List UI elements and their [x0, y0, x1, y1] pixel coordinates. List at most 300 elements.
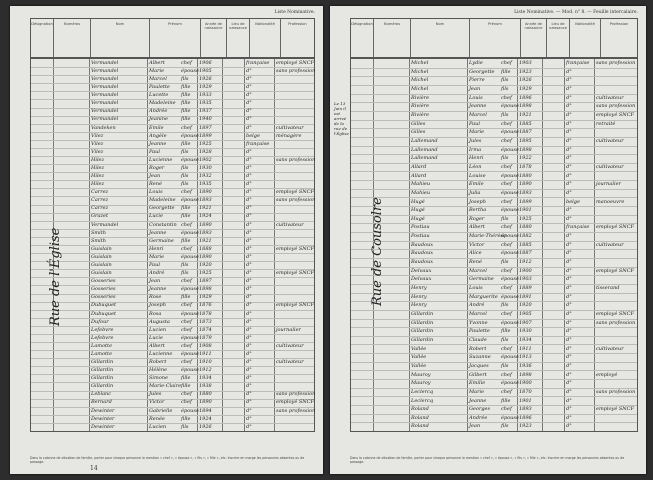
entry-birth-year: 1890	[199, 399, 212, 406]
entry-nationality: française	[246, 59, 270, 66]
entry-firstname: Augusta	[149, 318, 170, 325]
entry-firstname: Alice	[469, 250, 482, 257]
entry-profession: sans profession	[596, 103, 636, 110]
entry-firstname: André	[469, 302, 485, 309]
entry-nationality: d°	[246, 245, 252, 252]
grid-column-line	[467, 59, 468, 431]
entry-nationality: d°	[566, 233, 572, 240]
entry-relation: fille	[501, 397, 511, 404]
entry-firstname: Paul	[469, 120, 480, 127]
entry-relation: chef	[501, 60, 512, 67]
entry-relation: fils	[501, 336, 509, 343]
grid-row-line	[351, 310, 637, 311]
entry-relation: chef	[501, 345, 512, 352]
entry-nationality: d°	[566, 86, 572, 93]
col-header-nationalite: Nationalité	[250, 19, 281, 57]
entry-surname: Lamotte	[91, 342, 113, 349]
entry-surname: Vermandel	[91, 76, 119, 83]
entry-relation: chef	[501, 163, 512, 170]
entry-relation: fille	[181, 415, 191, 422]
entry-nationality: d°	[246, 310, 252, 317]
entry-relation: fille	[181, 140, 191, 147]
entry-firstname: Paulette	[469, 328, 490, 335]
entry-profession: cultivateur	[276, 124, 304, 131]
entry-birth-year: 1876	[199, 302, 212, 309]
grid-row-line	[351, 327, 637, 328]
entry-profession: sans profession	[276, 391, 316, 398]
grid-row-line	[31, 407, 314, 408]
entry-birth-year: 1901	[519, 207, 532, 214]
grid-column-line	[564, 59, 565, 431]
grid-row-line	[31, 116, 314, 117]
entry-surname: Michel	[411, 60, 429, 67]
entry-birth-year: 1938	[199, 383, 212, 390]
entry-nationality: d°	[566, 68, 572, 75]
entry-surname: Rivière	[411, 94, 430, 101]
entry-relation: épouse	[181, 229, 199, 236]
entry-firstname: Robert	[469, 345, 487, 352]
entry-surname: Gilles	[411, 129, 426, 136]
entry-nationality: d°	[246, 164, 252, 171]
entry-firstname: Simone	[149, 375, 168, 382]
entry-birth-year: 1893	[519, 189, 532, 196]
entry-nationality: d°	[246, 286, 252, 293]
entry-profession: cultivateur	[596, 241, 624, 248]
entry-firstname: Jules	[149, 391, 162, 398]
grid-column-line	[594, 59, 595, 431]
entry-surname: Mahieu	[411, 189, 431, 196]
entry-relation: fils	[501, 155, 509, 162]
entry-nationality: d°	[566, 77, 572, 84]
grid-row-line	[31, 91, 314, 92]
grid-row-line	[351, 223, 637, 224]
entry-profession: employé SNCF	[276, 59, 314, 66]
entry-nationality: d°	[566, 285, 572, 292]
entry-firstname: Madeleine	[149, 197, 176, 204]
entry-firstname: Paulette	[149, 84, 170, 91]
entry-surname: Carrez	[91, 205, 109, 212]
entry-surname: Vermandel	[91, 84, 119, 91]
grid-row-line	[351, 422, 637, 423]
entry-relation: fils	[501, 423, 509, 430]
grid-row-line	[351, 275, 637, 276]
entry-surname: Henry	[411, 285, 427, 292]
entry-surname: Hugé	[411, 207, 425, 214]
entry-surname: Leblanc	[91, 391, 112, 398]
entry-birth-year: 1920	[199, 262, 212, 269]
grid-row-line	[31, 229, 314, 230]
left-page-header: Liste Nominative.	[274, 10, 315, 15]
grid-row-line	[31, 132, 314, 133]
entry-profession: employé SNCF	[276, 245, 314, 252]
entry-firstname: Louis	[149, 189, 163, 196]
entry-relation: fille	[181, 116, 191, 123]
entry-birth-year: 1899	[519, 198, 532, 205]
entry-firstname: Bertha	[469, 207, 487, 214]
entry-firstname: Robert	[149, 359, 167, 366]
grid-row-line	[351, 111, 637, 112]
entry-birth-year: 1926	[519, 77, 532, 84]
entry-birth-year: 1934	[519, 336, 532, 343]
entry-relation: fils	[181, 76, 189, 83]
entry-birth-year: 1887	[519, 129, 532, 136]
entry-relation: fils	[181, 148, 189, 155]
entry-surname: Lallemand	[411, 146, 438, 153]
entry-relation: fils	[501, 302, 509, 309]
grid-row-line	[31, 302, 314, 303]
entry-birth-year: 1934	[199, 375, 212, 382]
entry-surname: Vallée	[411, 354, 427, 361]
entry-firstname: Claude	[469, 336, 487, 343]
entry-relation: épouse	[501, 414, 519, 421]
entry-birth-year: 1905	[519, 311, 532, 317]
entry-birth-year: 1885	[519, 120, 532, 127]
entry-nationality: d°	[566, 302, 572, 309]
entry-profession: cultivateur	[596, 345, 624, 352]
entry-birth-year: 1928	[199, 148, 212, 155]
entry-birth-year: 1885	[519, 241, 532, 248]
grid-row-line	[351, 379, 637, 380]
entry-relation: fils	[501, 215, 509, 222]
entry-surname: Delvaux	[411, 267, 432, 274]
entry-firstname: Jeanne	[149, 140, 167, 147]
entry-relation: chef	[181, 124, 192, 131]
entry-nationality: d°	[566, 112, 572, 119]
entry-nationality: d°	[246, 100, 252, 107]
entry-relation: fils	[181, 173, 189, 180]
left-column-header	[30, 18, 315, 58]
entry-surname: Vandeken	[91, 124, 116, 131]
entry-birth-year: 1890	[199, 221, 212, 228]
grid-row-line	[351, 388, 637, 389]
entry-relation: chef	[501, 94, 512, 101]
entry-birth-year: 1878	[519, 163, 532, 170]
entry-firstname: Louis	[469, 94, 483, 101]
grid-row-line	[351, 189, 637, 190]
entry-birth-year: 1895	[519, 137, 532, 144]
entry-relation: chef	[501, 311, 512, 317]
entry-relation: chef	[181, 342, 192, 349]
entry-profession: sans profession	[276, 407, 316, 414]
entry-nationality: d°	[246, 262, 252, 269]
entry-firstname: Emilie	[469, 380, 486, 387]
entry-firstname: Irma	[469, 146, 482, 153]
entry-nationality: d°	[246, 229, 252, 236]
entry-firstname: Lucien	[149, 326, 167, 333]
grid-row-line	[351, 344, 637, 345]
entry-surname: Guislain	[91, 270, 112, 277]
grid-row-line	[31, 294, 314, 295]
entry-nationality: d°	[566, 120, 572, 127]
entry-firstname: Marcel	[469, 112, 487, 119]
entry-nationality: d°	[566, 259, 572, 266]
entry-nationality: d°	[246, 326, 252, 333]
entry-relation: épouse	[181, 334, 199, 341]
entry-firstname: Marcel	[149, 76, 167, 83]
entry-firstname: Emile	[469, 181, 484, 188]
left-register-grid	[30, 58, 315, 432]
entry-firstname: René	[149, 181, 162, 188]
right-page-header: Liste Nominative. — Mod. n° 8. — Feuille intercalaire.	[514, 10, 638, 15]
entry-profession: employé SNCF	[276, 399, 314, 406]
grid-column-line	[409, 59, 410, 431]
entry-firstname: Hélène	[149, 367, 168, 374]
entry-nationality: d°	[566, 250, 572, 257]
entry-birth-year: 1923	[519, 68, 532, 75]
entry-nationality: d°	[246, 67, 252, 74]
grid-row-line	[31, 366, 314, 367]
entry-surname: Allard	[411, 172, 427, 179]
entry-firstname: Roger	[469, 215, 485, 222]
entry-nationality: d°	[246, 148, 252, 155]
entry-nationality: d°	[246, 367, 252, 374]
entry-birth-year: 1880	[199, 391, 212, 398]
entry-birth-year: 1926	[199, 76, 212, 83]
entry-nationality: d°	[566, 215, 572, 222]
entry-firstname: Jules	[469, 137, 482, 144]
entry-relation: épouse	[181, 286, 199, 293]
entry-birth-year: 1890	[199, 189, 212, 196]
entry-nationality: d°	[566, 414, 572, 421]
grid-row-line	[31, 318, 314, 319]
entry-relation: chef	[181, 391, 192, 398]
grid-row-line	[31, 310, 314, 311]
entry-firstname: Léon	[469, 163, 482, 170]
entry-nationality: d°	[246, 318, 252, 325]
entry-birth-year: 1920	[519, 302, 532, 309]
entry-relation: chef	[501, 137, 512, 144]
entry-surname: Baudoux	[411, 241, 434, 248]
entry-surname: Lamotte	[91, 350, 113, 357]
entry-surname: Gillardin	[411, 328, 434, 335]
entry-firstname: Georgette	[469, 68, 495, 75]
col-header-numeros: Numéros	[374, 19, 411, 57]
entry-surname: Hilez	[91, 173, 105, 180]
entry-relation: fille	[181, 375, 191, 382]
grid-row-line	[351, 284, 637, 285]
grid-row-line	[31, 140, 314, 141]
entry-birth-year: 1870	[519, 388, 532, 395]
entry-relation: épouse	[501, 293, 519, 300]
grid-row-line	[351, 370, 637, 371]
entry-firstname: Lucie	[149, 213, 163, 220]
entry-surname: Dewinter	[91, 407, 115, 414]
entry-relation: épouse	[181, 197, 199, 204]
entry-nationality: d°	[246, 294, 252, 301]
entry-firstname: Jeanne	[469, 103, 487, 110]
entry-surname: Dewinter	[91, 415, 115, 422]
entry-surname: Postiau	[411, 224, 430, 231]
entry-nationality: d°	[246, 181, 252, 188]
entry-nationality: belge	[246, 132, 260, 139]
entry-relation: épouse	[181, 67, 199, 74]
grid-row-line	[31, 342, 314, 343]
entry-profession: sans profession	[276, 197, 316, 204]
entry-surname: Gosseries	[91, 286, 116, 293]
entry-birth-year: 1898	[519, 103, 532, 110]
entry-firstname: Angèle	[149, 132, 167, 139]
entry-surname: Guislain	[91, 262, 112, 269]
entry-relation: chef	[181, 359, 192, 366]
entry-surname: Michel	[411, 68, 429, 75]
grid-row-line	[351, 102, 637, 103]
entry-nationality: d°	[246, 270, 252, 277]
grid-row-line	[351, 405, 637, 406]
entry-birth-year: 1935	[199, 181, 212, 188]
entry-birth-year: 1893	[199, 229, 212, 236]
entry-firstname: Paul	[149, 148, 160, 155]
entry-profession: cultivateur	[276, 359, 304, 366]
entry-nationality: d°	[566, 241, 572, 248]
entry-surname: Roland	[411, 406, 429, 413]
entry-nationality: d°	[246, 342, 252, 349]
grid-row-line	[351, 414, 637, 415]
entry-firstname: Georgette	[149, 205, 175, 212]
grid-row-line	[31, 164, 314, 165]
entry-relation: épouse	[181, 407, 199, 414]
entry-nationality: française	[566, 224, 590, 231]
entry-firstname: Jeanne	[149, 286, 167, 293]
grid-row-line	[31, 75, 314, 76]
grid-row-line	[31, 269, 314, 270]
entry-nationality: d°	[246, 415, 252, 422]
entry-profession: employé SNCF	[596, 406, 634, 413]
entry-surname: Guislain	[91, 253, 112, 260]
entry-surname: Gosseries	[91, 294, 116, 301]
col-header-annee: Année de naissance	[201, 19, 227, 57]
grid-row-line	[31, 391, 314, 392]
entry-relation: épouse	[501, 146, 519, 153]
grid-row-line	[351, 154, 637, 155]
entry-firstname: Albert	[469, 224, 485, 231]
entry-firstname: Jacques	[469, 362, 489, 369]
entry-birth-year: 1893	[519, 406, 532, 413]
entry-surname: Gillardin	[411, 336, 434, 343]
entry-nationality: d°	[566, 137, 572, 144]
grid-row-line	[31, 188, 314, 189]
entry-nationality: d°	[566, 345, 572, 352]
entry-relation: chef	[181, 59, 192, 66]
entry-nationality: d°	[246, 213, 252, 220]
entry-nationality: d°	[246, 221, 252, 228]
entry-birth-year: 1936	[519, 362, 532, 369]
entry-nationality: d°	[566, 362, 572, 369]
entry-relation: épouse	[501, 354, 519, 361]
entry-surname: Mauroy	[411, 380, 431, 387]
entry-firstname: Marie	[149, 67, 165, 74]
entry-firstname: Victor	[469, 241, 485, 248]
col-header-profession: Profession	[609, 22, 629, 26]
grid-row-line	[31, 350, 314, 351]
grid-row-line	[31, 374, 314, 375]
entry-profession: employé	[596, 371, 618, 378]
grid-row-line	[351, 163, 637, 164]
grid-row-line	[351, 128, 637, 129]
col-header-lieu: Lieu de naissance	[227, 19, 250, 57]
left-page	[10, 6, 323, 474]
entry-profession: retraité	[596, 120, 616, 127]
entry-birth-year: 1929	[519, 86, 532, 93]
entry-relation: fille	[181, 383, 191, 390]
entry-firstname: Henri	[469, 155, 484, 162]
col-header-profession: Profession	[288, 22, 307, 26]
entry-profession: employé SNCF	[276, 270, 314, 277]
entry-birth-year: 1906	[199, 59, 212, 66]
entry-surname: Lefebvre	[91, 334, 114, 341]
entry-surname: Lallemand	[411, 155, 438, 162]
entry-birth-year: 1889	[519, 285, 532, 292]
entry-relation: épouse	[181, 350, 199, 357]
entry-birth-year: 1930	[519, 328, 532, 335]
entry-relation: fils	[181, 181, 189, 188]
entry-relation: épouse	[501, 233, 519, 240]
entry-relation: chef	[501, 406, 512, 413]
entry-nationality: d°	[566, 397, 572, 404]
entry-nationality: d°	[566, 380, 572, 387]
entry-nationality: d°	[246, 359, 252, 366]
entry-birth-year: 1879	[199, 334, 212, 341]
entry-firstname: Marie	[149, 253, 165, 260]
left-street-name: Rue de l'Église	[48, 227, 63, 326]
entry-surname: Allard	[411, 163, 427, 170]
entry-firstname: Albert	[149, 342, 165, 349]
grid-row-line	[351, 258, 637, 259]
entry-birth-year: 1900	[519, 380, 532, 387]
grid-row-line	[351, 301, 637, 302]
entry-profession: employé SNCF	[596, 267, 634, 274]
grid-row-line	[31, 415, 314, 416]
entry-birth-year: 1932	[199, 173, 212, 180]
entry-surname: Gillardin	[91, 383, 114, 390]
entry-nationality: d°	[566, 406, 572, 413]
entry-birth-year: 1897	[199, 278, 212, 285]
entry-birth-year: 1880	[519, 172, 532, 179]
entry-relation: chef	[181, 278, 192, 285]
entry-relation: épouse	[501, 129, 519, 136]
entry-profession: cultivateur	[276, 342, 304, 349]
entry-relation: fils	[181, 164, 189, 171]
grid-row-line	[31, 326, 314, 327]
entry-firstname: André	[149, 270, 165, 277]
right-street-name: Rue de Cousolre	[370, 197, 385, 306]
entry-firstname: Lucette	[149, 92, 169, 99]
entry-surname: Vermandel	[91, 67, 119, 74]
entry-nationality: française	[566, 60, 590, 67]
entry-surname: Mahieu	[411, 181, 431, 188]
col-header-lieu: Lieu de naissance	[547, 19, 570, 57]
entry-firstname: Paul	[149, 262, 160, 269]
entry-surname: Hugé	[411, 198, 425, 205]
entry-relation: épouse	[181, 367, 199, 374]
entry-firstname: Jean	[469, 86, 481, 93]
entry-relation: fille	[181, 84, 191, 91]
entry-nationality: d°	[566, 423, 572, 430]
entry-relation: chef	[501, 267, 512, 274]
grid-row-line	[351, 146, 637, 147]
entry-relation: fille	[501, 68, 511, 75]
entry-birth-year: 1887	[519, 250, 532, 257]
entry-profession: tisserand	[596, 285, 620, 292]
entry-nationality: d°	[246, 205, 252, 212]
entry-relation: chef	[501, 241, 512, 248]
entry-firstname: Marie	[469, 129, 485, 136]
entry-profession: journalier	[596, 181, 621, 188]
grid-row-line	[351, 206, 637, 207]
entry-surname: Vermandel	[91, 59, 119, 66]
grid-row-line	[31, 245, 314, 246]
grid-row-line	[351, 76, 637, 77]
entry-relation: fille	[181, 92, 191, 99]
